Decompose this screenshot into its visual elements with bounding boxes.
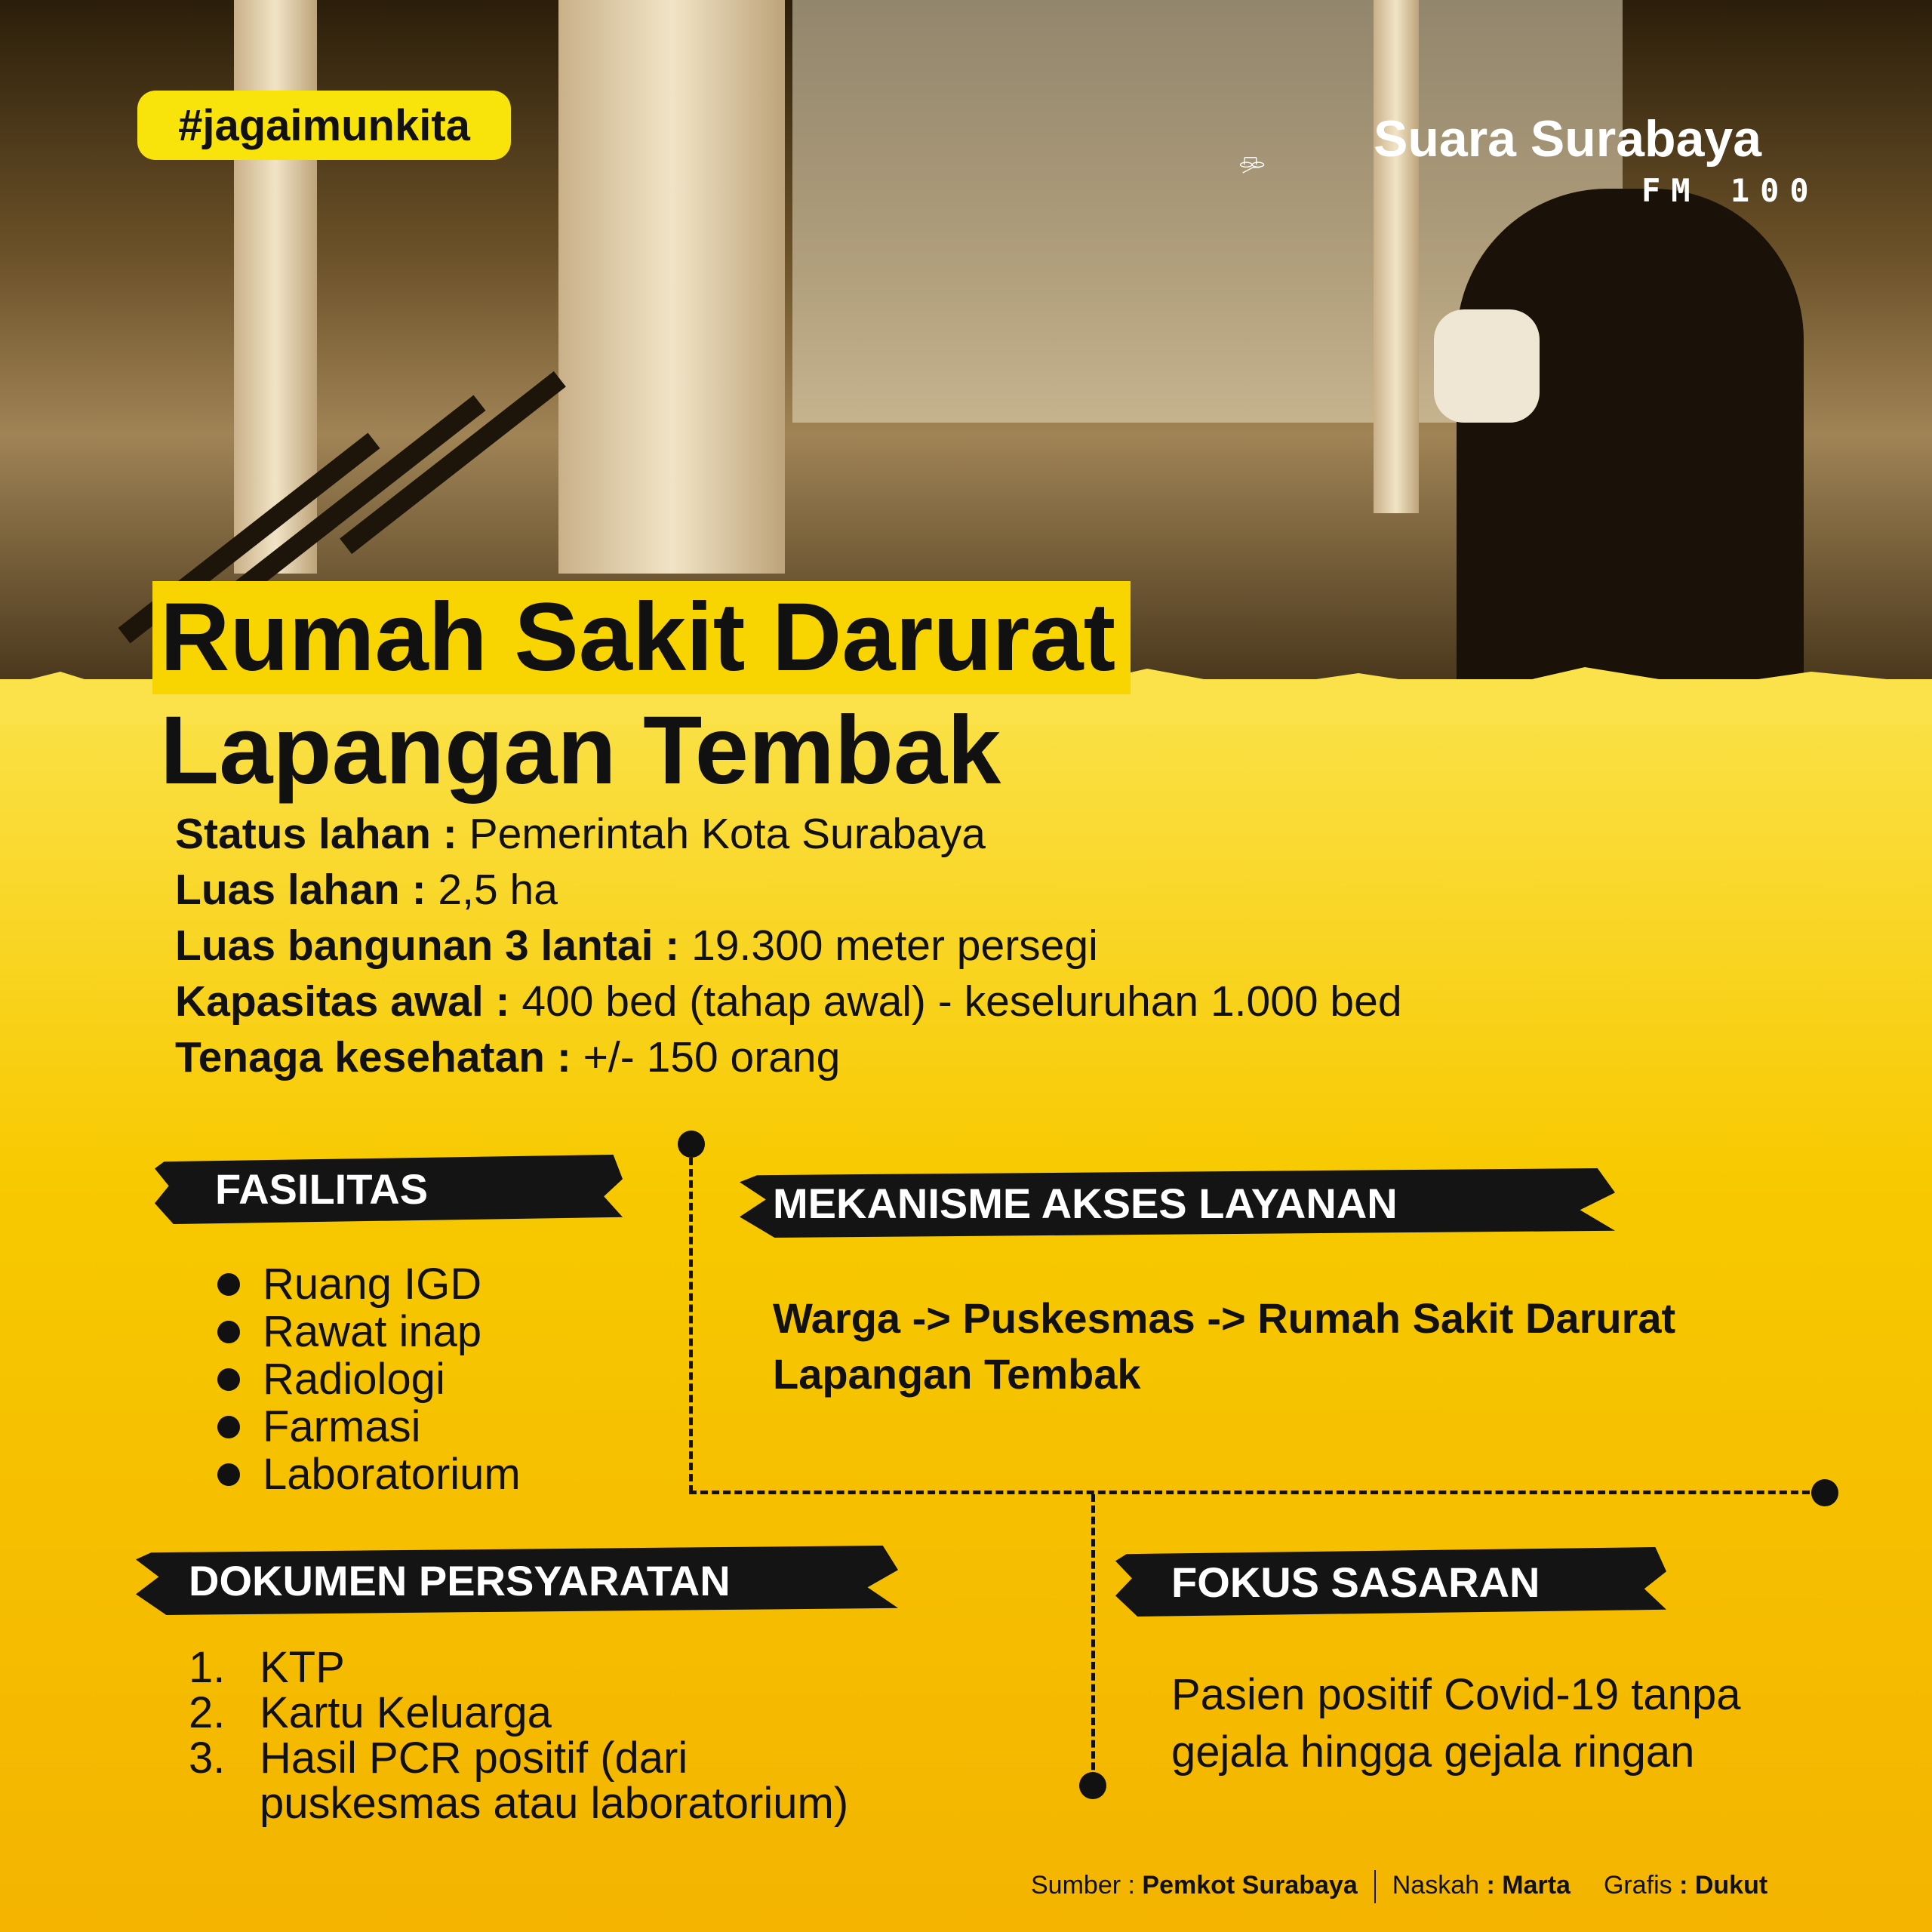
page-title (160, 581, 1131, 808)
list-item (217, 1403, 521, 1451)
info-row (175, 918, 1402, 974)
list-number: 1. (189, 1643, 226, 1692)
fasilitas-heading: FASILITAS (215, 1165, 429, 1213)
list-item-label: Rawat inap (263, 1307, 482, 1356)
connector-node (1811, 1479, 1838, 1506)
fokus-heading: FOKUS SASARAN (1171, 1558, 1540, 1606)
bullet-icon (217, 1416, 240, 1438)
brand-name: Suara Surabaya (1374, 110, 1762, 168)
info-label: Luas bangunan 3 lantai : (175, 921, 680, 970)
info-row (175, 974, 1402, 1029)
list-item (217, 1260, 521, 1308)
credit-value: : Dukut (1679, 1870, 1768, 1900)
brand-sub: FM 100 (1641, 172, 1820, 209)
bullet-icon (217, 1463, 240, 1486)
bullet-icon (217, 1273, 240, 1296)
info-value: Pemerintah Kota Surabaya (457, 810, 986, 858)
list-item (217, 1308, 521, 1355)
fokus-text (1171, 1666, 1740, 1781)
bullet-icon (217, 1368, 240, 1391)
face-mask (1434, 309, 1540, 423)
connector-line (689, 1491, 1821, 1494)
info-value: 2,5 ha (426, 866, 558, 914)
info-value: 400 bed (tahap awal) - keseluruhan 1.000 bed (509, 977, 1402, 1026)
info-value: 19.300 meter persegi (679, 921, 1098, 970)
list-item-label: Radiologi (263, 1355, 445, 1404)
list-item-label: Farmasi (263, 1402, 421, 1451)
info-label: Luas lahan : (175, 866, 426, 914)
fokus-line-2: gejala hingga gejala ringan (1171, 1727, 1695, 1777)
title-line-1: Rumah Sakit Darurat (152, 581, 1131, 694)
list-item-label: KTP (260, 1643, 345, 1692)
mekanisme-line-2: Lapangan Tembak (773, 1350, 1141, 1398)
dokumen-heading: DOKUMEN PERSYARATAN (189, 1557, 731, 1604)
hashtag-badge (137, 91, 511, 160)
list-item (189, 1690, 848, 1736)
credit-value: Pemkot Surabaya (1142, 1870, 1358, 1900)
mekanisme-text (773, 1291, 1675, 1402)
credit-label: Sumber : (1031, 1870, 1143, 1900)
list-item-label: Ruang IGD (263, 1260, 482, 1309)
dokumen-list (189, 1645, 848, 1826)
info-label: Status lahan : (175, 810, 457, 858)
mekanisme-heading: MEKANISME AKSES LAYANAN (773, 1180, 1398, 1227)
hashtag-text: #jagaimunkita (178, 100, 470, 150)
list-number: 2. (189, 1688, 226, 1737)
list-item-label: Kartu Keluarga (260, 1688, 552, 1737)
connector-line (1091, 1494, 1095, 1781)
info-list (175, 806, 1402, 1085)
info-row (175, 1029, 1402, 1085)
connector-line (689, 1158, 693, 1493)
credit-value: : Marta (1486, 1870, 1571, 1900)
fokus-line-1: Pasien positif Covid-19 tanpa (1171, 1670, 1741, 1719)
list-item (189, 1736, 848, 1781)
list-item (217, 1355, 521, 1403)
info-row (175, 806, 1402, 862)
credit-label: Naskah (1392, 1870, 1487, 1900)
info-label: Tenaga kesehatan : (175, 1033, 571, 1081)
fasilitas-list (217, 1260, 521, 1498)
list-item-label: Laboratorium (263, 1450, 521, 1499)
info-row (175, 862, 1402, 918)
info-value: +/- 150 orang (571, 1033, 841, 1081)
mekanisme-line-1: Warga -> Puskesmas -> Rumah Sakit Darurat (773, 1294, 1676, 1342)
list-item (189, 1781, 848, 1826)
suara-surabaya-logo (1238, 113, 1374, 219)
list-item-label: Hasil PCR positif (dari (260, 1734, 688, 1783)
list-item (217, 1451, 521, 1498)
divider (1374, 1870, 1376, 1903)
connector-node (678, 1131, 705, 1158)
title-line-2: Lapangan Tembak (160, 697, 1001, 804)
info-label: Kapasitas awal : (175, 977, 510, 1026)
list-item (189, 1645, 848, 1690)
list-item-label: puskesmas atau laboratorium) (260, 1779, 849, 1828)
list-number: 3. (189, 1734, 226, 1783)
credits (1031, 1870, 1767, 1903)
connector-node (1079, 1772, 1106, 1799)
credit-label: Grafis (1603, 1870, 1680, 1900)
bullet-icon (217, 1321, 240, 1343)
